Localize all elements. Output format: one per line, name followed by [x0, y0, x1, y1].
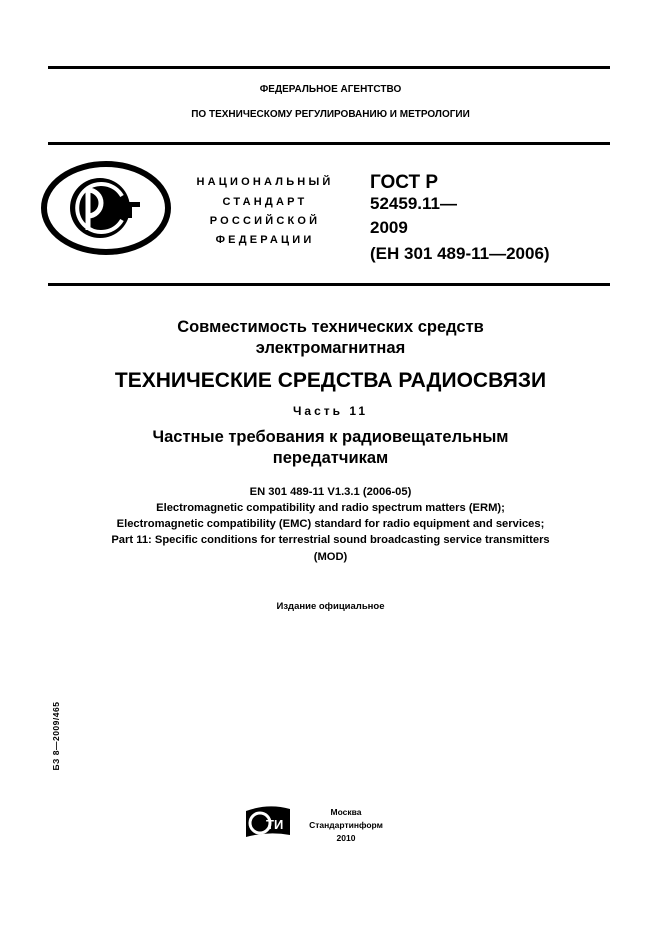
standard-type-line: СТАНДАРТ [222, 196, 308, 208]
en-reference-line: Part 11: Specific conditions for terrestrial sound broadcasting service transmitters [111, 534, 550, 546]
designation-rule [48, 283, 610, 286]
header-rule [48, 142, 610, 145]
subtitle-line-2: передатчикам [272, 449, 389, 467]
gost-number: 52459.11— [370, 194, 457, 213]
part-number: Часть 11 [292, 404, 369, 418]
gost-designation: ГОСТ Р [370, 172, 439, 193]
standard-type-line: РОССИЙСКОЙ [209, 215, 321, 227]
en-reference-line: (MOD) [313, 551, 348, 563]
agency-line-1: ФЕДЕРАЛЬНОЕ АГЕНТСТВО [259, 84, 402, 95]
title-line-1: Совместимость технических средств [177, 318, 484, 336]
top-rule [48, 66, 610, 69]
publisher-year: 2010 [336, 833, 356, 843]
en-reference-line: Electromagnetic compatibility (EMC) standard for radio equipment and services; [116, 518, 545, 530]
gost-year: 2009 [370, 218, 408, 237]
en-reference-line: Electromagnetic compatibility and radio spectrum matters (ERM); [156, 502, 505, 514]
side-code: БЗ 8—2009/465 [51, 701, 61, 771]
standard-type-line: ФЕДЕРАЦИИ [215, 234, 315, 246]
main-title: ТЕХНИЧЕСКИЕ СРЕДСТВА РАДИОСВЯЗИ [114, 369, 547, 392]
standartinform-logo-icon [244, 805, 292, 839]
edition-label: Издание официальное [276, 601, 385, 612]
svg-text:ТИ: ТИ [266, 817, 284, 832]
publisher-name: Стандартинформ [309, 820, 383, 830]
title-line-2: электромагнитная [255, 339, 406, 357]
subtitle-line-1: Частные требования к радиовещательным [152, 428, 509, 446]
gost-logo-icon [40, 160, 172, 256]
publisher-city: Москва [330, 807, 362, 817]
en-equivalent: (ЕН 301 489-11—2006) [370, 244, 550, 263]
standard-type-line: НАЦИОНАЛЬНЫЙ [196, 176, 334, 188]
en-reference-line: EN 301 489-11 V1.3.1 (2006-05) [249, 486, 412, 498]
agency-line-2: ПО ТЕХНИЧЕСКОМУ РЕГУЛИРОВАНИЮ И МЕТРОЛОГИИ [191, 109, 470, 120]
